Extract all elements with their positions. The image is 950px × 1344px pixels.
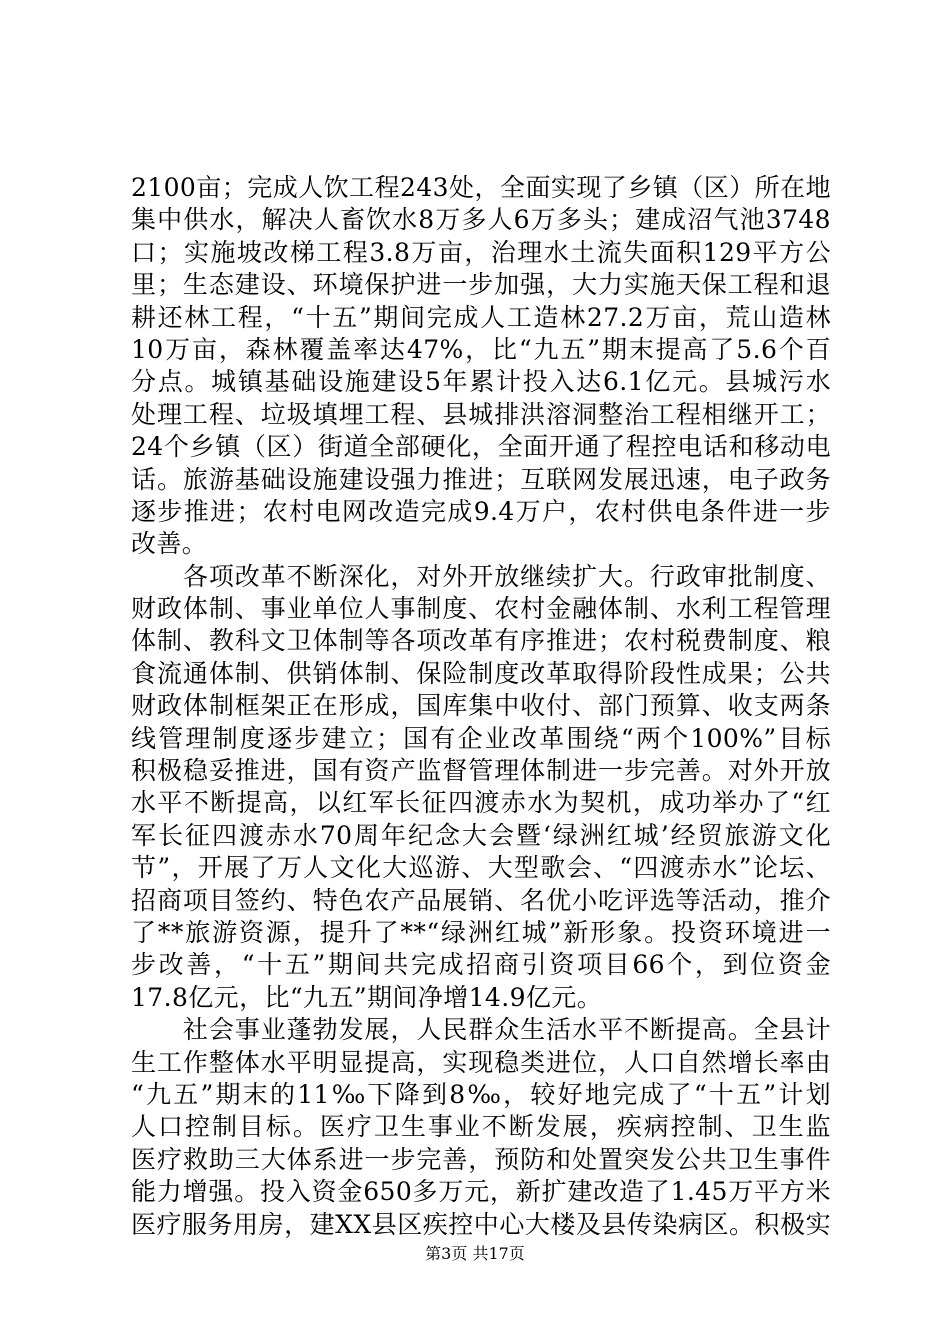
text-line: 10万亩，森林覆盖率达47%，比“九五”期末提高了5.6个百 bbox=[131, 334, 831, 364]
text-line: 食流通体制、供销体制、保险制度改革取得阶段性成果；公共 bbox=[131, 658, 831, 688]
text-line: 步改善，“十五”期间共完成招商引资项目66个，到位资金 bbox=[131, 950, 831, 980]
text-line: 口；实施坡改梯工程3.8万亩，治理水土流失面积129平方公 bbox=[131, 237, 831, 267]
text-line: 生工作整体水平明显提高，实现稳类进位，人口自然增长率由 bbox=[131, 1047, 831, 1077]
text-line: 2100亩；完成人饮工程243处，全面实现了乡镇（区）所在地 bbox=[131, 173, 831, 202]
text-line: 医疗服务用房，建XX县区疾控中心大楼及县传染病区。积极实 bbox=[131, 1209, 831, 1239]
text-line: 里；生态建设、环境保护进一步加强，大力实施天保工程和退 bbox=[131, 270, 831, 300]
text-line: 各项改革不断深化，对外开放继续扩大。行政审批制度、 bbox=[131, 561, 831, 591]
text-line: 线管理制度逐步建立；国有企业改革围绕“两个100%”目标 bbox=[131, 723, 831, 753]
text-line: 17.8亿元，比“九五”期间净增14.9亿元。 bbox=[131, 982, 603, 1012]
text-line: 能力增强。投入资金650多万元，新扩建改造了1.45万平方米 bbox=[131, 1177, 831, 1207]
text-line: 话。旅游基础设施建设强力推进；互联网发展迅速，电子政务 bbox=[131, 464, 831, 494]
text-line: 人口控制目标。医疗卫生事业不断发展，疾病控制、卫生监 bbox=[131, 1112, 831, 1142]
text-line: 分点。城镇基础设施建设5年累计投入达6.1亿元。县城污水 bbox=[131, 367, 831, 397]
text-line: 逐步推进；农村电网改造完成9.4万户，农村供电条件进一步 bbox=[131, 496, 831, 526]
text-line: 医疗救助三大体系进一步完善，预防和处置突发公共卫生事件 bbox=[131, 1144, 831, 1174]
text-line: 耕还林工程，“十五”期间完成人工造林27.2万亩，荒山造林 bbox=[131, 302, 831, 332]
text-line: 改善。 bbox=[131, 529, 208, 559]
text-line: 集中供水，解决人畜饮水8万多人6万多头；建成沼气池3748 bbox=[131, 205, 831, 235]
text-line: 节”，开展了万人文化大巡游、大型歌会、“四渡赤水”论坛、 bbox=[131, 853, 831, 883]
text-line: 军长征四渡赤水70周年纪念大会暨‘绿洲红城’经贸旅游文化 bbox=[131, 820, 831, 850]
text-line: 财政体制框架正在形成，国库集中收付、部门预算、收支两条 bbox=[131, 691, 831, 721]
body-text bbox=[131, 172, 831, 1241]
text-line: 社会事业蓬勃发展，人民群众生活水平不断提高。全县计 bbox=[131, 1015, 831, 1045]
text-line: 体制、教科文卫体制等各项改革有序推进；农村税费制度、粮 bbox=[131, 626, 831, 656]
text-line: 积极稳妥推进，国有资产监督管理体制进一步完善。对外开放 bbox=[131, 756, 831, 786]
text-line: 24个乡镇（区）街道全部硬化，全面开通了程控电话和移动电 bbox=[131, 432, 831, 462]
text-line: 了**旅游资源，提升了**“绿洲红城”新形象。投资环境进一 bbox=[131, 917, 831, 947]
text-line: “九五”期末的11‰下降到8‰，较好地完成了“十五”计划 bbox=[131, 1079, 831, 1109]
page-number-footer: 第3页 共17页 bbox=[425, 1244, 525, 1263]
text-line: 水平不断提高，以红军长征四渡赤水为契机，成功举办了“红 bbox=[131, 788, 831, 818]
text-line: 处理工程、垃圾填埋工程、县城排洪溶洞整治工程相继开工； bbox=[131, 399, 831, 429]
text-line: 招商项目签约、特色农产品展销、名优小吃评选等活动，推介 bbox=[131, 885, 831, 915]
text-line: 财政体制、事业单位人事制度、农村金融体制、水利工程管理 bbox=[131, 594, 831, 624]
